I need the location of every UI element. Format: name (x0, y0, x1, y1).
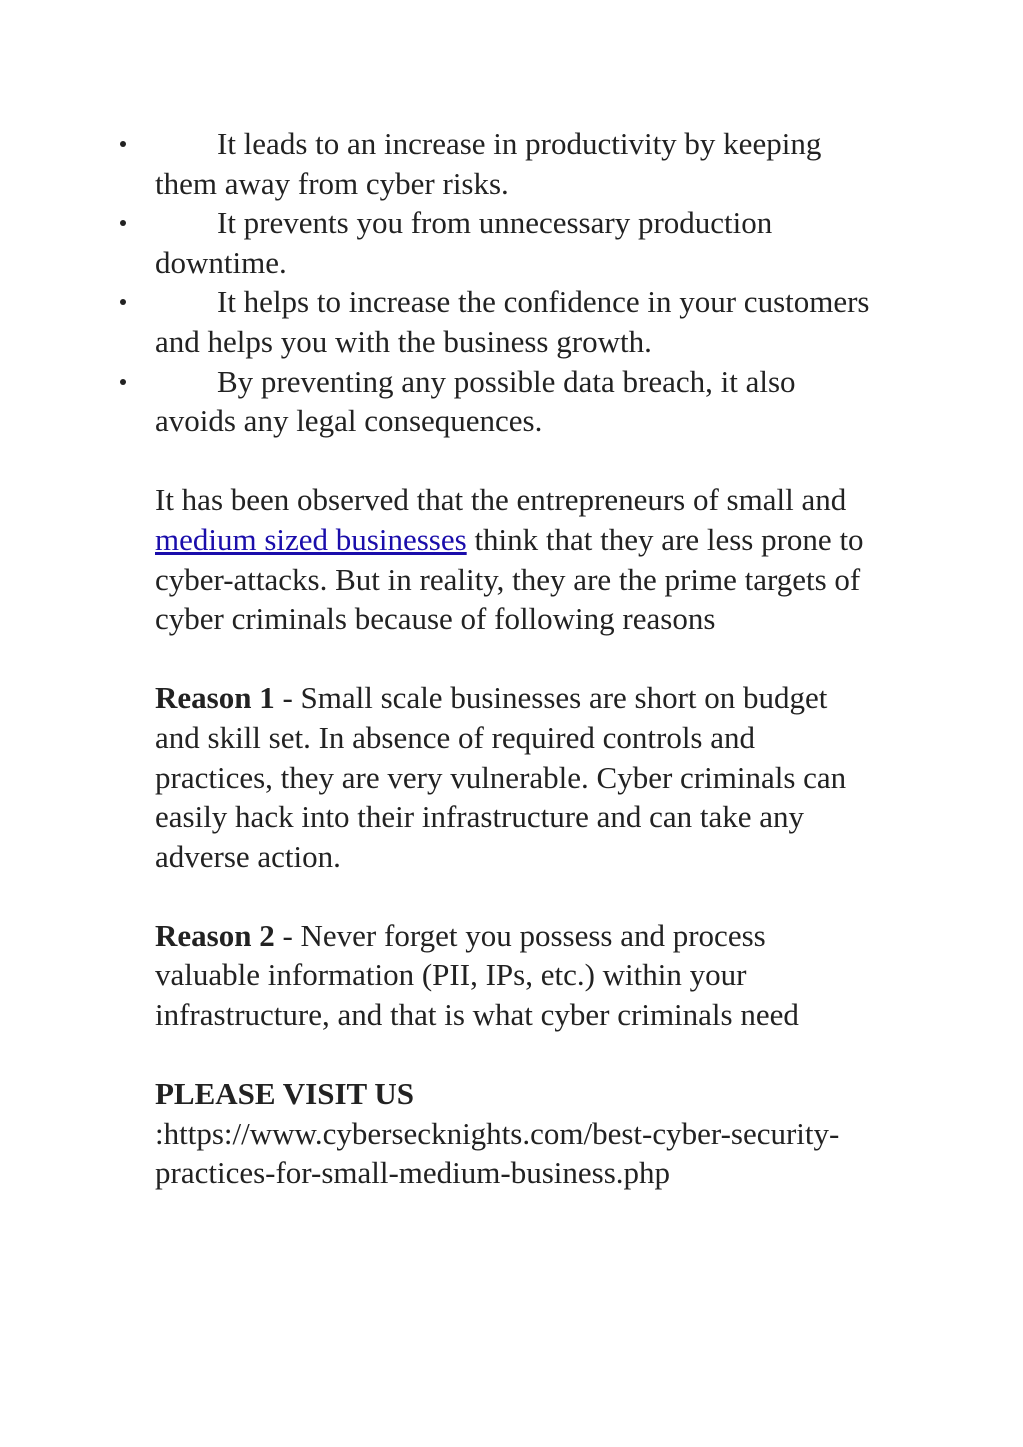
intro-paragraph (155, 480, 875, 638)
benefits-list (155, 124, 875, 441)
bullet-icon (120, 379, 126, 385)
cta-url-text: :https://www.cybersecknights.com/best-cyber-security-practices-for-small-medium-business.php (155, 1115, 840, 1191)
spacer (155, 639, 875, 679)
intro-text-after: think that they are less prone to cyber-attacks. But in reality, they are the prime targets of cyber criminals because of following reasons (155, 521, 864, 637)
cta-paragraph (155, 1074, 875, 1193)
reason-1-label: Reason 1 (155, 680, 275, 716)
spacer (155, 1035, 875, 1075)
list-item-text: It prevents you from unnecessary production downtime. (155, 205, 773, 280)
list-item (155, 282, 875, 361)
reason-2-text: - Never forget you possess and process valuable information (PII, IPs, etc.) within your infrastructure, and that is what cyber criminals need (155, 917, 799, 1033)
document-body (155, 124, 875, 1193)
list-item-text: By preventing any possible data breach, it also avoids any legal consequences. (155, 363, 796, 439)
list-item (155, 124, 875, 203)
cta-label: PLEASE VISIT US (155, 1076, 415, 1112)
reason-1-text: - Small scale businesses are short on budget and skill set. In absence of required controls and practices, they are very vulnerable. Cyber criminals can easily hack into their infrastructure and can take any adverse action. (155, 680, 847, 874)
reason-1-paragraph (155, 678, 875, 876)
list-item (155, 203, 875, 282)
bullet-icon (120, 220, 126, 226)
reason-2-paragraph (155, 916, 875, 1035)
list-item-text: It helps to increase the confidence in your customers and helps you with the business growth. (155, 284, 870, 359)
bullet-icon (120, 141, 126, 147)
spacer (155, 876, 875, 916)
medium-sized-businesses-link[interactable]: medium sized businesses (155, 521, 467, 557)
reason-2-label: Reason 2 (155, 917, 275, 953)
bullet-icon (120, 299, 126, 305)
list-item-text: It leads to an increase in productivity by keeping them away from cyber risks. (155, 126, 822, 201)
list-item (155, 362, 875, 441)
spacer (155, 441, 875, 481)
intro-text-before: It has been observed that the entrepreneurs of small and (155, 482, 847, 518)
